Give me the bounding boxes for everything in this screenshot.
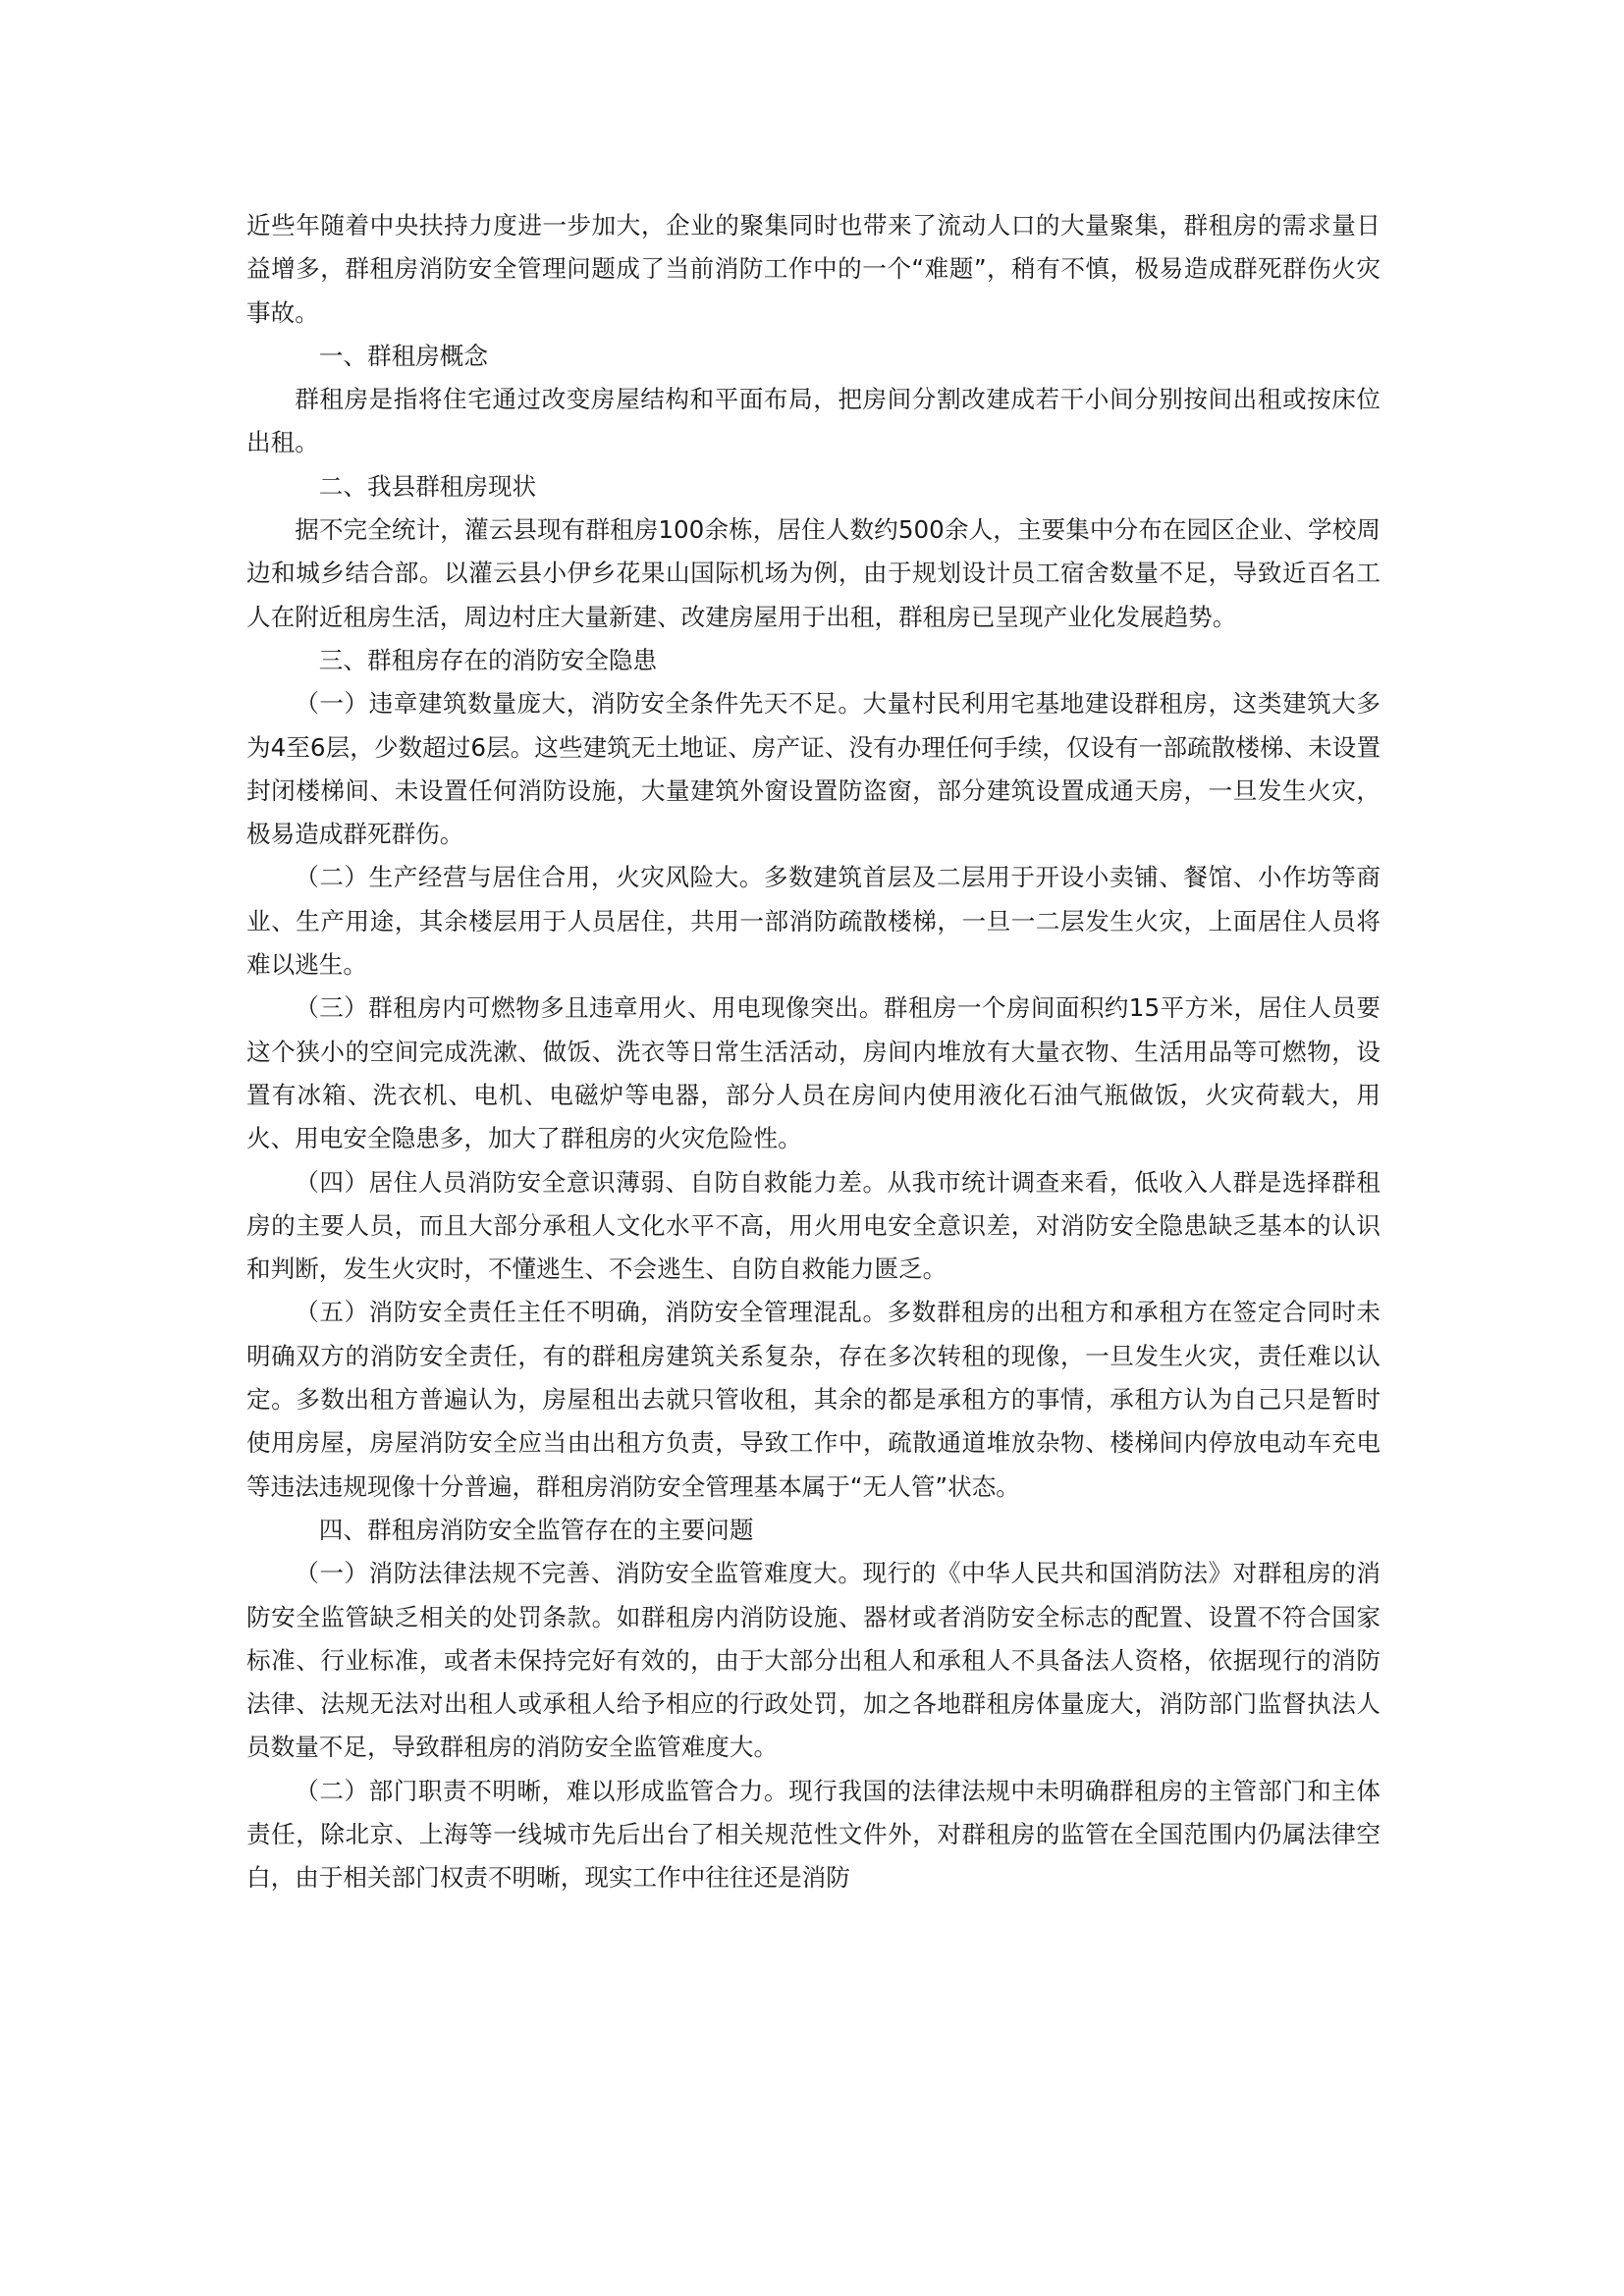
body-paragraph: 据不完全统计，灌云县现有群租房100余栋，居住人数约500余人，主要集中分布在园区企业、学校周边和城乡结合部。以灌云县小伊乡花果山国际机场为例，由于规划设计员工宿舍数量不足，导致近百名工人在附近租房生活，周边村庄大量新建、改建房屋用于出租，群租房已呈现产业化发展趋势。 [246, 515, 1380, 631]
body-paragraph: （四）居住人员消防安全意识薄弱、自防自救能力差。从我市统计调查来看，低收入人群是选择群租房的主要人员，而且大部分承租人文化水平不高，用火用电安全意识差，对消防安全隐患缺乏基本的认识和判断，发生火灾时，不懂逃生、不会逃生、自防自救能力匮乏。 [246, 1167, 1380, 1284]
body-paragraph: （一）违章建筑数量庞大，消防安全条件先天不足。大量村民利用宅基地建设群租房，这类建筑大多为4至6层，少数超过6层。这些建筑无土地证、房产证、没有办理任何手续，仅设有一部疏散楼梯、未设置封闭楼梯间、未设置任何消防设施，大量建筑外窗设置防盗窗，部分建筑设置成通天房，一旦发生火灾，极易造成群死群伤。 [246, 689, 1380, 849]
document-page [246, 204, 1380, 1900]
section-heading-4: 四、群租房消防安全监管存在的主要问题 [318, 1515, 754, 1544]
intro-paragraph: 近些年随着中央扶持力度进一步加大，企业的聚集同时也带来了流动人口的大量聚集，群租房的需求量日益增多，群租房消防安全管理问题成了当前消防工作中的一个“难题”，稍有不慎，极易造成群死群伤火灾事故。 [246, 211, 1380, 327]
body-paragraph: （一）消防法律法规不完善、消防安全监管难度大。现行的《中华人民共和国消防法》对群租房的消防安全监管缺乏相关的处罚条款。如群租房内消防设施、器材或者消防安全标志的配置、设置不符合国家标准、行业标准，或者未保持完好有效的，由于大部分出租人和承租人不具备法人资格，依据现行的消防法律、法规无法对出租人或承租人给予相应的行政处罚，加之各地群租房体量庞大，消防部门监督执法人员数量不足，导致群租房的消防安全监管难度大。 [246, 1559, 1380, 1762]
body-paragraph: 群租房是指将住宅通过改变房屋结构和平面布局，把房间分割改建成若干小间分别按间出租或按床位出租。 [246, 385, 1380, 457]
section-heading-1: 一、群租房概念 [318, 341, 488, 370]
section-heading-3: 三、群租房存在的消防安全隐患 [318, 645, 658, 674]
body-paragraph: （三）群租房内可燃物多且违章用火、用电现像突出。群租房一个房间面积约15平方米，居住人员要这个狭小的空间完成洗漱、做饭、洗衣等日常生活活动，房间内堆放有大量衣物、生活用品等可燃物，设置有冰箱、洗衣机、电机、电磁炉等电器，部分人员在房间内使用液化石油气瓶做饭，火灾荷载大，用火、用电安全隐患多，加大了群租房的火灾危险性。 [246, 993, 1380, 1153]
section-heading-2: 二、我县群租房现状 [318, 471, 537, 501]
body-paragraph: （五）消防安全责任主任不明确，消防安全管理混乱。多数群租房的出租方和承租方在签定合同时未明确双方的消防安全责任，有的群租房建筑关系复杂，存在多次转租的现像，一旦发生火灾，责任难以认定。多数出租方普遍认为，房屋租出去就只管收租，其余的都是承租方的事情，承租方认为自己只是暂时使用房屋，房屋消防安全应当由出租方负责，导致工作中，疏散通道堆放杂物、楼梯间内停放电动车充电等违法违规现像十分普遍，群租房消防安全管理基本属于“无人管”状态。 [246, 1298, 1380, 1501]
body-paragraph: （二）生产经营与居住合用，火灾风险大。多数建筑首层及二层用于开设小卖铺、餐馆、小作坊等商业、生产用途，其余楼层用于人员居住，共用一部消防疏散楼梯，一旦一二层发生火灾，上面居住人员将难以逃生。 [246, 863, 1380, 980]
body-paragraph: （二）部门职责不明晰，难以形成监管合力。现行我国的法律法规中未明确群租房的主管部门和主体责任，除北京、上海等一线城市先后出台了相关规范性文件外，对群租房的监管在全国范围内仍属法律空白，由于相关部门权责不明晰，现实工作中往往还是消防 [246, 1776, 1380, 1893]
